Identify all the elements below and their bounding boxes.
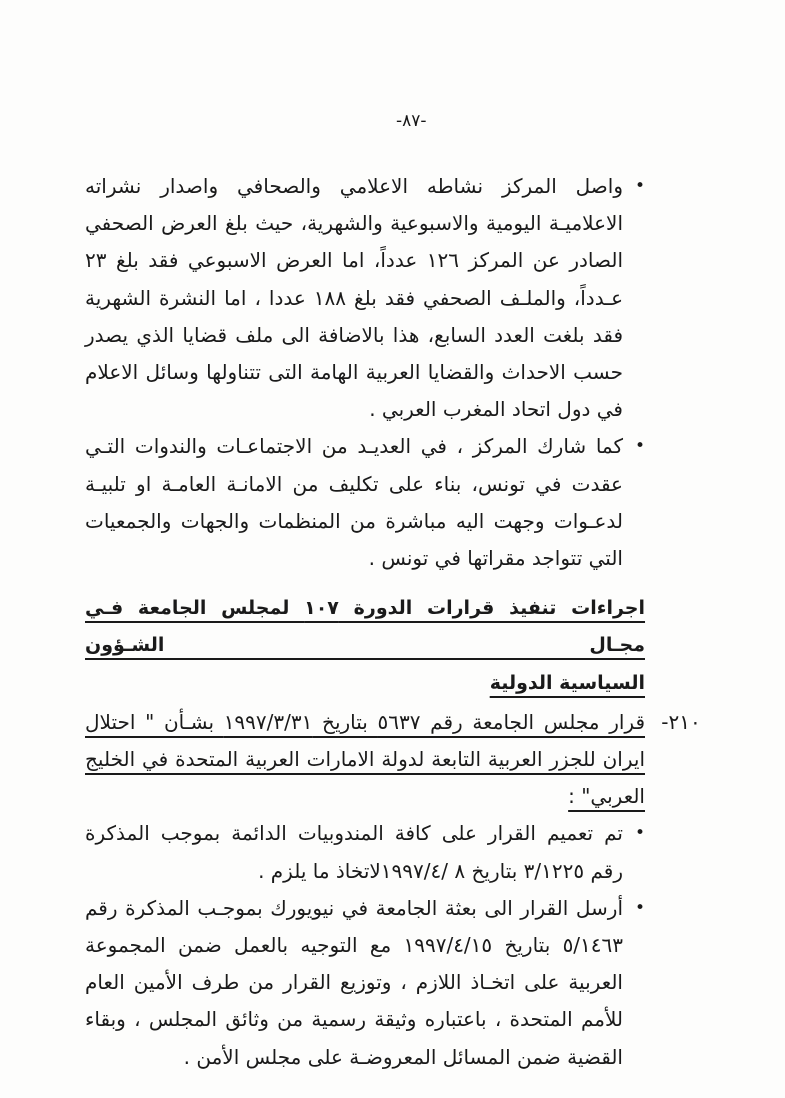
section-heading-line-2: السياسية الدولية — [489, 671, 645, 694]
page-content — [85, 168, 701, 1076]
page-number: -٨٧- — [396, 111, 427, 131]
resolution-sub-bullets — [85, 815, 645, 1075]
section-heading — [85, 590, 645, 702]
resolution-bullet-1 — [85, 815, 645, 889]
media-bullet-1 — [85, 168, 645, 428]
resolution-bullet-1-text: تم تعميم القرار على كافة المندوبيات الدائمة بموجب المذكرة رقم ٣/١٢٢٥ بتاريخ ٨ /١٩٩٧/٤لاتخاذ ما يلزم . — [85, 821, 623, 883]
bullet-icon: • — [634, 897, 645, 918]
media-bullet-2-text: كما شارك المركز ، في العديـد من الاجتماعـات والندوات التـي عقدت في تونس، بناء على تكليف من الامانـة العامـة او تلبيـة لدعـوات وجهت اليه مباشرة من المنظمات والجهات والجمعيات التي تتواجد مقراتها في تونس . — [85, 434, 623, 571]
bullet-icon: • — [634, 176, 645, 196]
resolution-bullet-2-text: أرسل القرار الى بعثة الجامعة في نيويورك بموجـب المذكرة رقم ٥/١٤٦٣ بتاريخ ١٩٩٧/٤/١٥ مع التوجيه بالعمل ضمن المجموعة العربية على اتخـاذ اللازم ، وتوزيع القرار من طرف الأمين العام للأمم المتحدة ، باعتباره وثيقة رسمية من وثائق المجلس ، وبقاء القضية ضمن المسائل المعروضـة على مجلس الأمن . — [85, 895, 624, 1069]
bullet-icon: • — [634, 823, 645, 844]
resolution-item-number: ٢١٠- — [661, 709, 701, 734]
resolution-item-210 — [85, 704, 701, 1076]
media-bullet-2 — [85, 428, 645, 577]
resolution-item-title: قرار مجلس الجامعة رقم ٥٦٣٧ بتاريخ ١٩٩٧/٣/٣١ بشـأن " احتلال ايران للجزر العربية التابعة لدولة الامارات العربية المتحدة في الخليج العربي" : — [85, 709, 645, 809]
media-bullet-1-text: واصل المركز نشاطه الاعلامي والصحافي واصدار نشراته الاعلاميـة اليومية والاسبوعية والشهرية، حيث بلغ العرض الصحفي الصادر عن المركز ١٢٦ عدداً، اما العرض الاسبوعي فقد بلغ ٢٣ عـدداً، والملـف الصحفي فقد بلغ ١٨٨ عددا ، اما النشرة الشهرية فقد بلغت العدد السابع، هذا بالاضافة الى ملف قضايا الذي يصدر حسب الاحداث والقضايا العربية الهامة التى تتناولها وسائل الاعلام في دول اتحاد المغرب العربي . — [85, 174, 624, 422]
section-heading-line-1: اجراءات تنفيذ قرارات الدورة ١٠٧ لمجلس الجامعة فـي مجـال الشـؤون — [85, 597, 646, 657]
bullet-icon: • — [634, 436, 645, 457]
resolution-bullet-2 — [85, 890, 645, 1076]
